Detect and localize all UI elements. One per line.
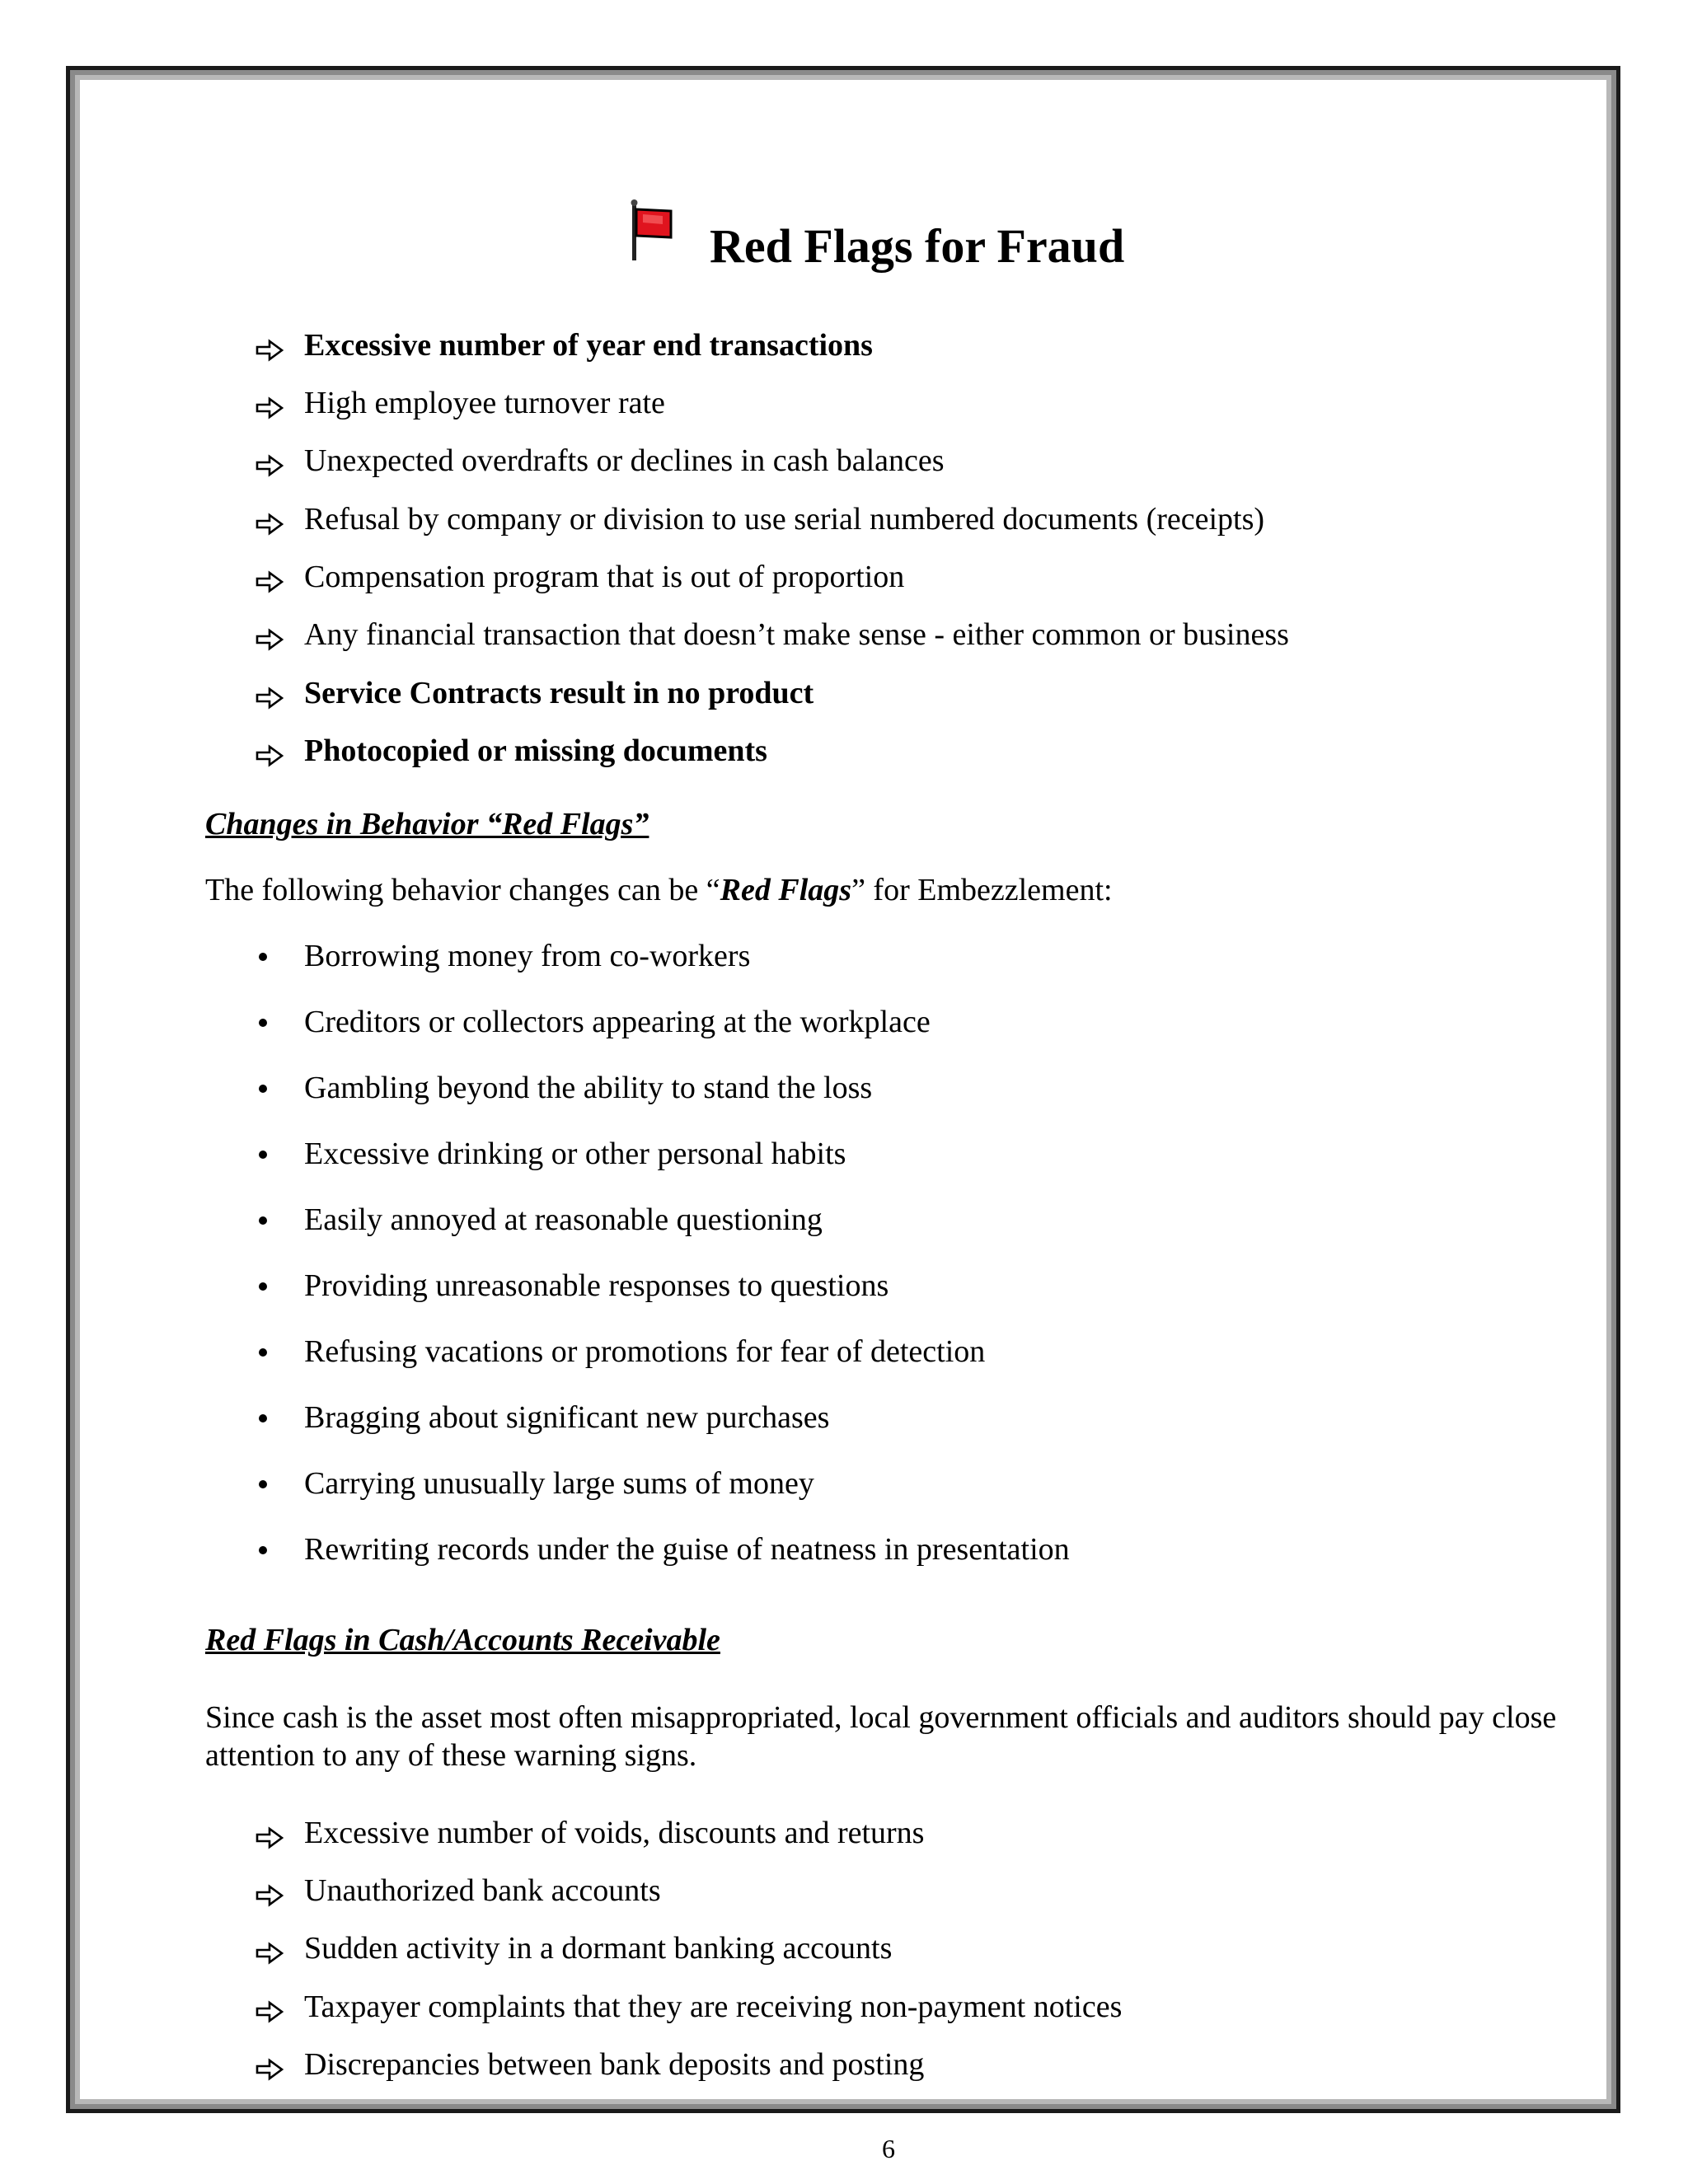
bullet-icon xyxy=(259,953,267,961)
bullet-icon xyxy=(259,1282,267,1291)
cash-heading: Red Flags in Cash/Accounts Receivable xyxy=(205,1623,720,1657)
bullet-icon xyxy=(259,1546,267,1554)
bullet-icon xyxy=(259,1019,267,1027)
arrow-right-outline-icon xyxy=(255,623,284,646)
bullet-icon xyxy=(259,1151,267,1159)
page-number: 6 xyxy=(882,2134,895,2163)
arrow-right-outline-icon xyxy=(255,1937,284,1960)
list-item-text: Taxpayer complaints that they are receiving non-payment notices xyxy=(304,1990,1123,2024)
list-item-text: Bragging about significant new purchases xyxy=(304,1400,830,1435)
bullet-icon xyxy=(259,1480,267,1488)
cash-intro: Since cash is the asset most often misappropriated, local government officials and auditors should pay close attention to any of these warning signs. xyxy=(205,1700,1557,1773)
list-item-text: Unauthorized bank accounts xyxy=(304,1873,661,1908)
behavior-intro-after: ” for Embezzlement: xyxy=(851,873,1113,907)
list-item-text: Carrying unusually large sums of money xyxy=(304,1466,814,1501)
behavior-heading: Changes in Behavior “Red Flags” xyxy=(205,807,649,841)
arrow-right-outline-icon xyxy=(255,508,284,531)
list-item-text: Rewriting records under the guise of neatness in presentation xyxy=(304,1532,1070,1567)
page-border-inner xyxy=(75,75,1611,2163)
behavior-intro-before: The following behavior changes can be “ xyxy=(205,873,720,907)
bullet-icon xyxy=(259,1348,267,1357)
list-item-text: Easily annoyed at reasonable questioning xyxy=(304,1202,823,1237)
list-item-text: Compensation program that is out of proportion xyxy=(304,560,905,594)
arrow-right-outline-icon xyxy=(255,1995,284,2018)
list-item-text: Borrowing money from co-workers xyxy=(304,939,751,973)
list-item-text: Service Contracts result in no product xyxy=(304,676,814,710)
list-item-text: High employee turnover rate xyxy=(304,386,665,420)
list-item-text: Excessive number of voids, discounts and returns xyxy=(304,1816,925,1850)
arrow-right-outline-icon xyxy=(255,2053,284,2076)
bullet-icon xyxy=(259,1085,267,1093)
list-item-text: Refusing vacations or promotions for fear of detection xyxy=(304,1334,986,1369)
bullet-icon xyxy=(259,1216,267,1225)
page-border xyxy=(66,66,1620,2163)
behavior-intro-emphasis: Red Flags xyxy=(720,873,852,907)
list-item-text: Sudden activity in a dormant banking accounts xyxy=(304,1931,893,1966)
arrow-right-outline-icon xyxy=(255,565,284,588)
red-flag-icon xyxy=(630,199,674,262)
list-item-text: Excessive drinking or other personal habits xyxy=(304,1137,846,1171)
bullet-icon xyxy=(259,1414,267,1422)
list-item-text: Any financial transaction that doesn’t make sense - either common or business xyxy=(304,617,1289,652)
list-item-text: Creditors or collectors appearing at the workplace xyxy=(304,1005,931,1039)
list-item-text: Refusal by company or division to use serial numbered documents (receipts) xyxy=(304,502,1265,537)
arrow-right-outline-icon xyxy=(255,739,284,762)
page-content xyxy=(80,80,1606,2163)
list-item-text: Photocopied or missing documents xyxy=(304,733,767,768)
arrow-right-outline-icon xyxy=(255,1821,284,1844)
arrow-right-outline-icon xyxy=(255,1879,284,1902)
page-title: Red Flags for Fraud xyxy=(710,219,1125,273)
title-row xyxy=(80,199,1606,273)
arrow-right-outline-icon xyxy=(255,391,284,415)
list-item-text: Gambling beyond the ability to stand the loss xyxy=(304,1071,873,1105)
arrow-right-outline-icon xyxy=(255,449,284,472)
behavior-intro xyxy=(205,871,1590,909)
list-item-text: Providing unreasonable responses to questions xyxy=(304,1268,889,1303)
arrow-right-outline-icon xyxy=(255,334,284,357)
list-item-text: Discrepancies between bank deposits and posting xyxy=(304,2047,925,2082)
list-item-text: Unexpected overdrafts or declines in cash balances xyxy=(304,443,945,478)
arrow-right-outline-icon xyxy=(255,682,284,705)
list-item-text: Excessive number of year end transactions xyxy=(304,328,873,363)
